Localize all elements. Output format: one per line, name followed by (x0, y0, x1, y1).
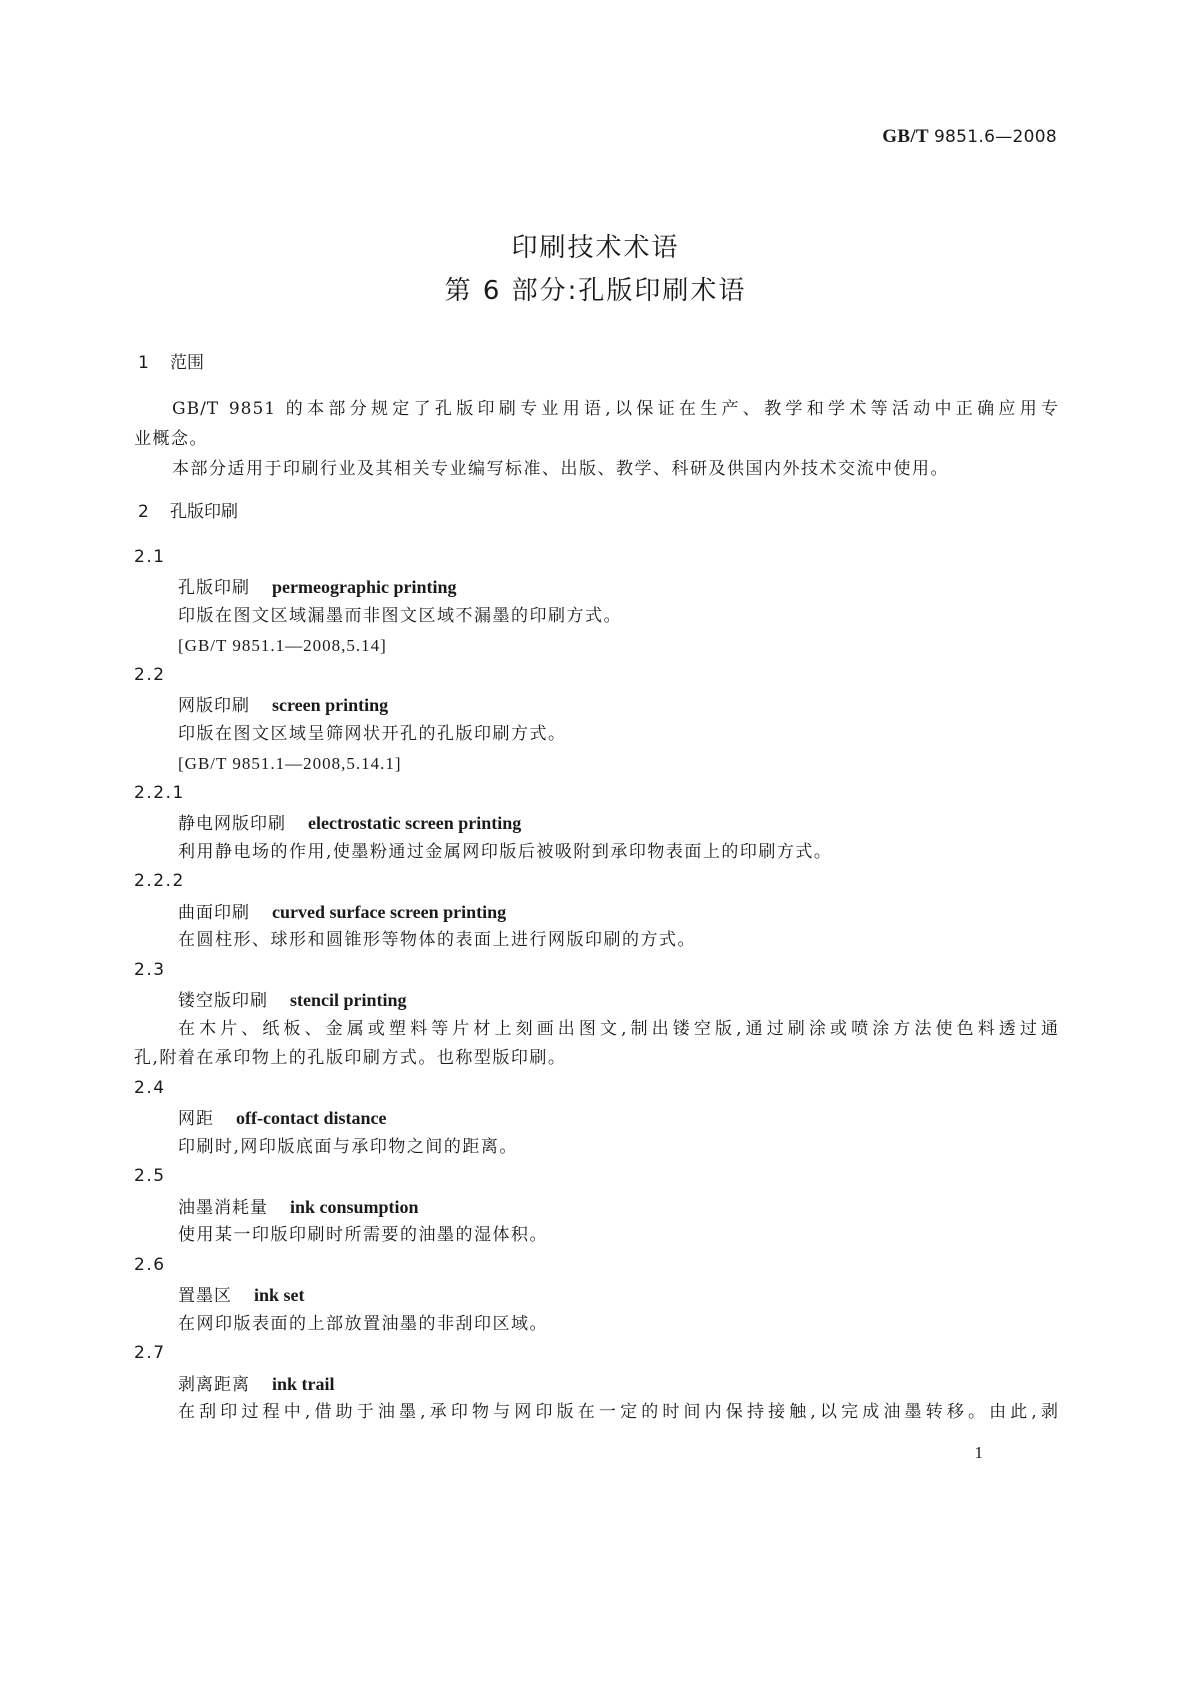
term-2-7-definition-line-1: 在刮印过程中,借助于油墨,承印物与网印版在一定的时间内保持接触,以完成油墨转移。由此,剥 (178, 1402, 1059, 1422)
section-2-number: 2 (138, 502, 149, 522)
page-number: 1 (974, 1443, 983, 1462)
section-1-paragraph-1-line-1: GB/T 9851 的本部分规定了孔版印刷专业用语,以保证在生产、教学和学术等活动中正确应用专 (172, 399, 1059, 419)
term-2-3-english: stencil printing (290, 990, 407, 1010)
term-2-1-english: permeographic printing (272, 577, 457, 597)
term-2-4-english: off-contact distance (236, 1108, 387, 1128)
term-2-4-definition: 印刷时,网印版底面与承印物之间的距离。 (178, 1137, 518, 1157)
term-2-2-2-chinese: 曲面印刷 (178, 903, 250, 923)
term-2-4-entry (178, 1109, 386, 1128)
term-2-2-1-definition: 利用静电场的作用,使墨粉通过金属网印版后被吸附到承印物表面上的印刷方式。 (178, 842, 833, 862)
section-1-heading (138, 355, 204, 372)
term-2-5-number: 2.5 (134, 1166, 166, 1186)
term-2-2-2-english: curved surface screen printing (272, 902, 507, 922)
term-2-5-english: ink consumption (290, 1197, 419, 1217)
term-2-2-reference: [GB/T 9851.1—2008,5.14.1] (178, 754, 402, 773)
term-2-3-entry (178, 991, 407, 1010)
section-2-heading (138, 504, 238, 521)
document-subtitle: 第 6 部分:孔版印刷术语 (444, 276, 747, 306)
term-2-6-english: ink set (254, 1285, 305, 1305)
standard-number (882, 126, 1057, 148)
term-2-5-chinese: 油墨消耗量 (178, 1198, 268, 1218)
term-2-3-chinese: 镂空版印刷 (178, 991, 268, 1011)
term-2-2-1-number: 2.2.1 (134, 783, 185, 803)
term-2-7-entry (178, 1375, 335, 1394)
term-2-2-1-english: electrostatic screen printing (308, 813, 522, 833)
term-2-1-chinese: 孔版印刷 (178, 578, 250, 598)
standard-prefix: GB/T (882, 126, 929, 147)
section-1-number: 1 (138, 353, 149, 373)
term-2-4-number: 2.4 (134, 1078, 166, 1098)
section-1-title: 范围 (170, 353, 204, 373)
term-2-6-definition: 在网印版表面的上部放置油墨的非刮印区域。 (178, 1314, 548, 1334)
term-2-2-2-definition: 在圆柱形、球形和圆锥形等物体的表面上进行网版印刷的方式。 (178, 930, 696, 950)
term-2-2-2-number: 2.2.2 (134, 871, 185, 891)
term-2-3-definition-line-1: 在木片、纸板、金属或塑料等片材上刻画出图文,制出镂空版,通过刷涂或喷涂方法使色料透过通 (178, 1019, 1059, 1039)
section-1-paragraph-1-line-2: 业概念。 (134, 429, 208, 449)
term-2-6-number: 2.6 (134, 1255, 166, 1275)
term-2-2-1-entry (178, 814, 521, 833)
term-2-7-chinese: 剥离距离 (178, 1375, 250, 1395)
term-2-1-definition: 印版在图文区域漏墨而非图文区域不漏墨的印刷方式。 (178, 606, 622, 626)
term-2-2-chinese: 网版印刷 (178, 696, 250, 716)
term-2-7-number: 2.7 (134, 1343, 166, 1363)
section-2-title: 孔版印刷 (170, 502, 238, 522)
term-2-6-entry (178, 1286, 305, 1305)
term-2-3-number: 2.3 (134, 960, 166, 980)
term-2-7-english: ink trail (272, 1374, 335, 1394)
term-2-2-definition: 印版在图文区域呈筛网状开孔的孔版印刷方式。 (178, 724, 567, 744)
term-2-4-chinese: 网距 (178, 1109, 214, 1129)
term-2-2-english: screen printing (272, 695, 389, 715)
document-title: 印刷技术术语 (511, 233, 680, 263)
term-2-1-number: 2.1 (134, 547, 166, 567)
term-2-6-chinese: 置墨区 (178, 1286, 232, 1306)
section-1-paragraph-2: 本部分适用于印刷行业及其相关专业编写标准、出版、教学、科研及供国内外技术交流中使用。 (172, 459, 949, 479)
term-2-2-2-entry (178, 903, 506, 922)
term-2-5-entry (178, 1198, 419, 1217)
term-2-1-entry (178, 578, 457, 597)
term-2-2-entry (178, 696, 388, 715)
term-2-5-definition: 使用某一印版印刷时所需要的油墨的湿体积。 (178, 1225, 548, 1245)
term-2-3-definition-line-2: 孔,附着在承印物上的孔版印刷方式。也称型版印刷。 (134, 1048, 567, 1068)
term-2-1-reference: [GB/T 9851.1—2008,5.14] (178, 636, 387, 655)
term-2-2-number: 2.2 (134, 665, 166, 685)
standard-code: 9851.6—2008 (933, 127, 1057, 147)
term-2-2-1-chinese: 静电网版印刷 (178, 814, 286, 834)
